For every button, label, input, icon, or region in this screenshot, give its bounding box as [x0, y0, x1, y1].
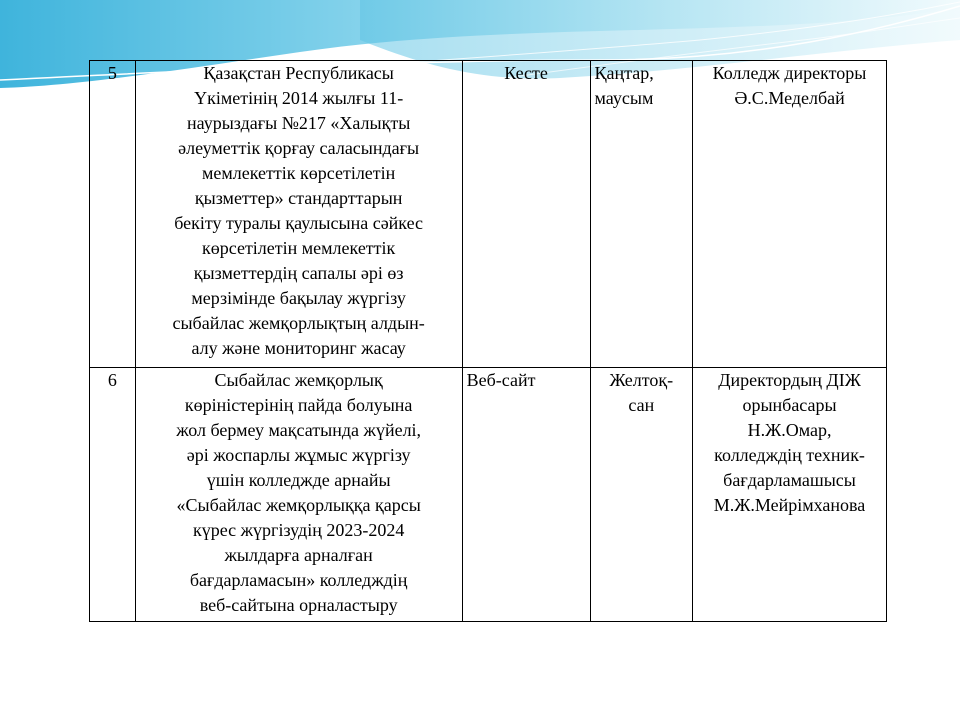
term-cell-line: Қаңтар,: [594, 63, 654, 83]
action-cell-line: жол бермеу мақсатында жүйелі,: [176, 420, 422, 440]
action-cell-line: қызметтер» стандарттарын: [194, 188, 403, 208]
action-cell-line: қызметтердің сапалы әрі өз: [193, 263, 404, 283]
action-cell-line: мемлекеттік көрсетілетін: [202, 163, 396, 183]
table-row: [90, 61, 887, 368]
term-cell: [590, 61, 693, 368]
form-cell: [462, 61, 590, 368]
action-cell-line: мерзімінде бақылау жүргізу: [191, 288, 406, 308]
action-cell: [135, 61, 462, 368]
action-cell-line: наурыздағы №217 «Халықты: [186, 113, 411, 133]
action-cell-line: бекіту туралы қаулысына сәйкес: [174, 213, 424, 233]
action-cell-line: көріністерінің пайда болуына: [184, 395, 413, 415]
responsible-cell-line: Колледж директоры: [712, 63, 867, 83]
action-cell-line: Үкіметінің 2014 жылғы 11-: [194, 88, 404, 108]
action-cell-line: әлеуметтік қорғау саласындағы: [178, 138, 420, 158]
responsible-cell: [693, 368, 887, 622]
action-cell-line: жылдарға арналған: [224, 545, 373, 565]
plan-table: [89, 60, 887, 622]
term-cell: [590, 368, 693, 622]
responsible-cell-line: Н.Ж.Омар,: [747, 420, 832, 440]
term-cell-line: Желтоқ-: [609, 370, 674, 390]
row-number-cell: 5: [90, 61, 136, 368]
responsible-cell-line: Директордың ДІЖ: [718, 370, 861, 390]
action-cell-line: күрес жүргізудің 2023-2024: [192, 520, 405, 540]
responsible-cell-line: орынбасары: [742, 395, 837, 415]
action-cell-line: әрі жоспарлы жұмыс жүргізу: [186, 445, 411, 465]
action-cell-line: Сыбайлас жемқорлық: [214, 370, 383, 390]
action-cell: [135, 368, 462, 622]
form-cell-line: Веб-сайт: [466, 370, 536, 390]
responsible-cell: [693, 61, 887, 368]
term-cell-line: маусым: [594, 88, 654, 108]
responsible-cell-line: колледждің техник-: [714, 445, 865, 465]
action-cell-line: сыбайлас жемқорлықтың алдын-: [172, 313, 425, 333]
responsible-cell-line: М.Ж.Мейрімханова: [713, 495, 866, 515]
table-row: [90, 368, 887, 622]
term-cell-line: сан: [628, 395, 655, 415]
row-number-cell: 6: [90, 368, 136, 622]
action-cell-line: веб-сайтына орналастыру: [199, 595, 398, 615]
form-cell-line: Кесте: [504, 63, 548, 83]
action-cell-line: Қазақстан Республикасы: [203, 63, 394, 83]
form-cell: [462, 368, 590, 622]
action-cell-line: алу және мониторинг жасау: [191, 338, 406, 358]
action-cell-line: бағдарламасын» колледждің: [189, 570, 408, 590]
responsible-cell-line: Ә.С.Меделбай: [734, 88, 845, 108]
responsible-cell-line: бағдарламашысы: [723, 470, 856, 490]
action-cell-line: көрсетілетін мемлекеттік: [202, 238, 396, 258]
action-cell-line: «Сыбайлас жемқорлыққа қарсы: [176, 495, 421, 515]
action-cell-line: үшін колледжде арнайы: [206, 470, 391, 490]
